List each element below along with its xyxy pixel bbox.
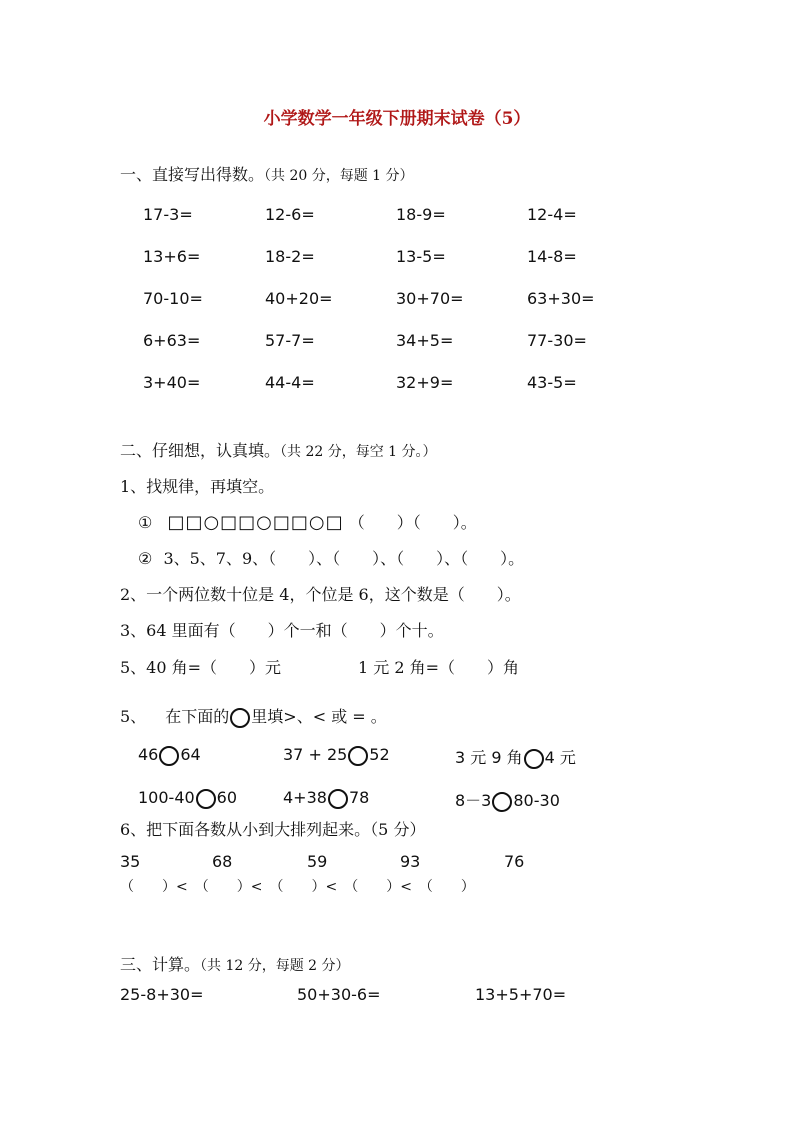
calculation-item: 13+5+70= <box>475 985 567 1004</box>
pattern-a-blanks: （ ）（ ）。 <box>348 513 477 532</box>
section-3-title: 三、计算。 <box>120 955 201 974</box>
number-to-sort: 35 <box>120 852 141 871</box>
comparison-item <box>138 788 237 809</box>
comparison-left: 8－3 <box>455 791 492 810</box>
comparison-right: 78 <box>348 788 370 807</box>
arithmetic-item: 18-2= <box>265 247 315 266</box>
arithmetic-item: 77-30= <box>527 331 587 350</box>
arithmetic-item: 13+6= <box>143 247 201 266</box>
arithmetic-item: 57-7= <box>265 331 315 350</box>
comparison-right: 64 <box>180 745 201 764</box>
arithmetic-item: 40+20= <box>265 289 333 308</box>
section-2-title: 二、仔细想，认真填。 <box>120 441 281 460</box>
question-5 <box>120 704 387 728</box>
arithmetic-item: 14-8= <box>527 247 577 266</box>
arithmetic-item: 32+9= <box>396 373 454 392</box>
comparison-circle-icon[interactable] <box>348 746 368 766</box>
question-2: 2、一个两位数十位是 4，个位是 6，这个数是（ ）。 <box>120 585 521 604</box>
section-2-note: （共 22 分，每空 1 分。） <box>280 444 437 460</box>
comparison-circle-icon[interactable] <box>524 749 544 769</box>
comparison-left: 3 元 9 角 <box>455 748 523 767</box>
question-6: 6、把下面各数从小到大排列起来。（5 分） <box>120 820 426 839</box>
arithmetic-item: 6+63= <box>143 331 201 350</box>
question-4a: 5、40 角=（ ）元 <box>120 658 282 677</box>
pattern-row-a <box>138 510 477 533</box>
arithmetic-item: 18-9= <box>396 205 446 224</box>
question-5-pre: 在下面的 <box>165 707 230 726</box>
question-4b: 1 元 2 角=（ ）角 <box>358 658 520 677</box>
arithmetic-item: 63+30= <box>527 289 595 308</box>
comparison-right: 60 <box>216 788 238 807</box>
arithmetic-item: 70-10= <box>143 289 203 308</box>
comparison-item <box>138 745 201 766</box>
comparison-right: 52 <box>369 745 390 764</box>
question-5-number: 5、 <box>120 707 147 726</box>
page-title: 小学数学一年级下册期末试卷（5） <box>263 109 531 129</box>
section-2-heading <box>120 438 437 461</box>
section-1-title: 一、直接写出得数。 <box>120 165 265 184</box>
section-1-heading <box>120 162 414 185</box>
comparison-circle-icon[interactable] <box>159 746 179 766</box>
arithmetic-item: 17-3= <box>143 205 193 224</box>
calculation-item: 50+30-6= <box>297 985 381 1004</box>
order-blanks-line: （ ）< （ ）< （ ）< （ ）< （ ） <box>120 879 475 895</box>
comparison-left: 46 <box>138 745 159 764</box>
comparison-item <box>455 788 560 812</box>
comparison-item <box>283 745 390 766</box>
number-to-sort: 68 <box>212 852 233 871</box>
section-1-note: （共 20 分，每题 1 分） <box>264 168 414 184</box>
section-3-note: （共 12 分，每题 2 分） <box>200 958 350 974</box>
comparison-right: 80-30 <box>513 791 560 810</box>
comparison-right: 4 元 <box>544 748 576 767</box>
question-1: 1、找规律，再填空。 <box>120 477 275 496</box>
comparison-circle-icon <box>230 708 250 728</box>
comparison-circle-icon[interactable] <box>328 789 348 809</box>
comparison-circle-icon[interactable] <box>196 789 216 809</box>
pattern-row-b <box>138 546 524 569</box>
comparison-item <box>455 745 576 769</box>
pattern-shapes: □□○□□○□□○□ <box>167 512 344 533</box>
comparison-left: 100-40 <box>138 788 195 807</box>
question-3: 3、64 里面有（ ）个一和（ ）个十。 <box>120 621 444 640</box>
section-3-heading <box>120 952 350 975</box>
arithmetic-item: 12-6= <box>265 205 315 224</box>
pattern-b-sequence: 3、5、7、9、（ ）、（ ）、（ ）、（ ）。 <box>163 549 525 568</box>
number-to-sort: 59 <box>307 852 328 871</box>
number-to-sort: 76 <box>504 852 525 871</box>
arithmetic-item: 44-4= <box>265 373 315 392</box>
pattern-b-number: ② <box>138 549 153 568</box>
comparison-left: 4+38 <box>283 788 327 807</box>
comparison-left: 37 + 25 <box>283 745 348 764</box>
arithmetic-item: 13-5= <box>396 247 446 266</box>
arithmetic-item: 3+40= <box>143 373 201 392</box>
pattern-a-number: ① <box>138 513 153 532</box>
arithmetic-item: 12-4= <box>527 205 577 224</box>
number-to-sort: 93 <box>400 852 421 871</box>
arithmetic-item: 34+5= <box>396 331 454 350</box>
comparison-item <box>283 788 369 809</box>
calculation-item: 25-8+30= <box>120 985 204 1004</box>
arithmetic-item: 43-5= <box>527 373 577 392</box>
comparison-circle-icon[interactable] <box>492 792 512 812</box>
question-5-post: 里填>、< 或 = 。 <box>251 707 387 726</box>
arithmetic-item: 30+70= <box>396 289 464 308</box>
